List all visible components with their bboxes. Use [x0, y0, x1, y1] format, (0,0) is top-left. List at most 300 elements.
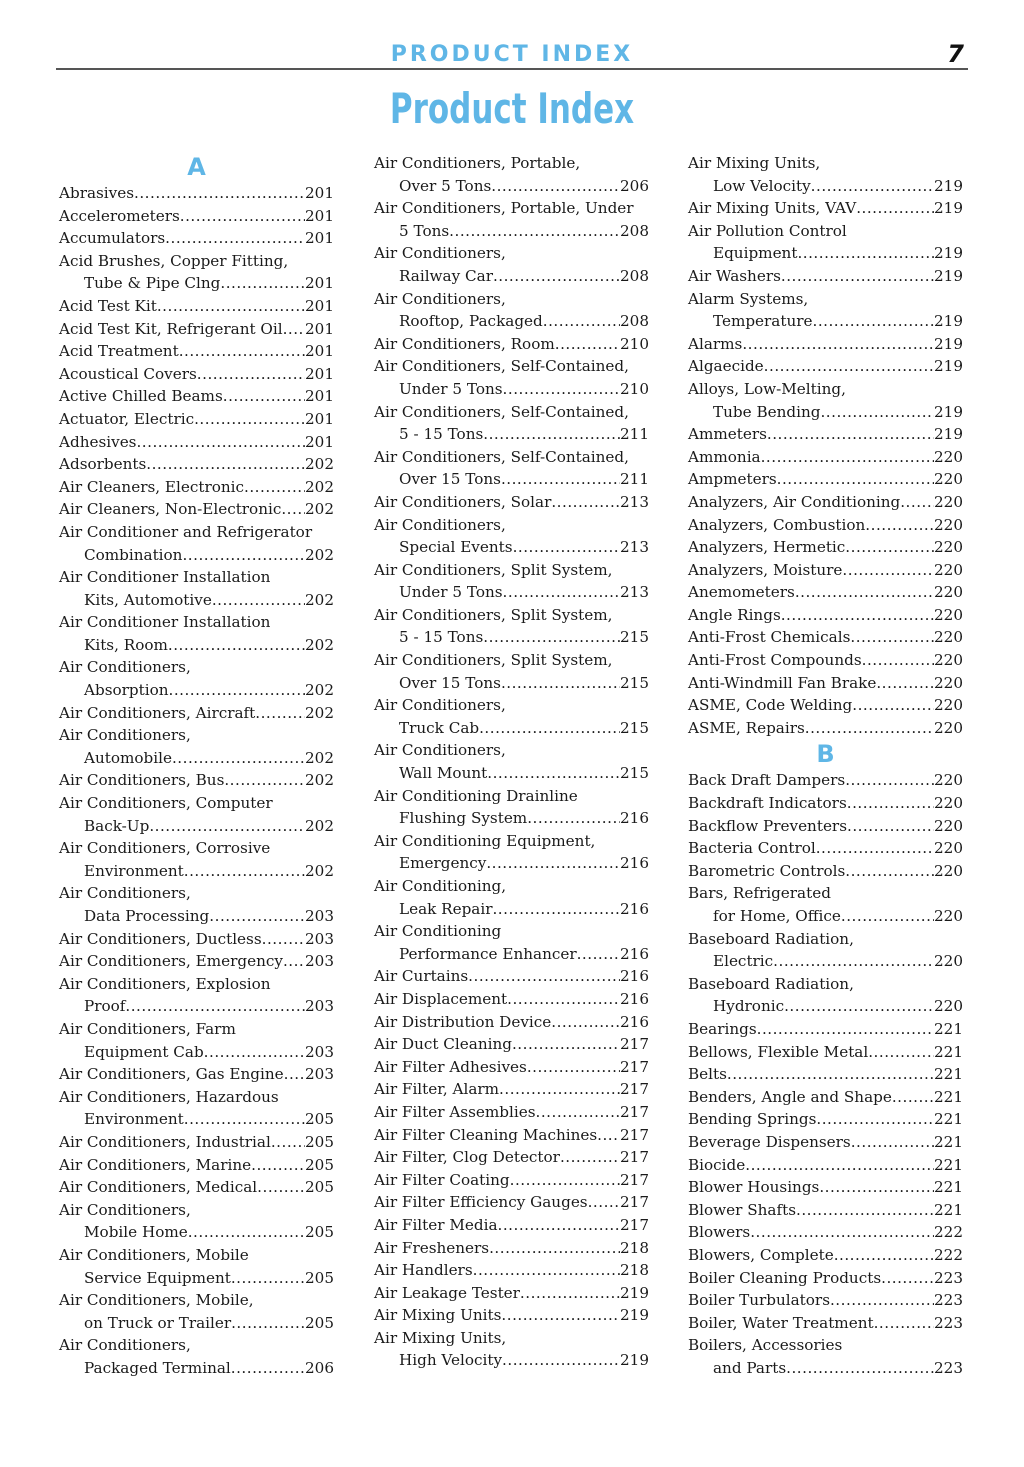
- page-ref: 219: [620, 1306, 649, 1325]
- page-ref: 220: [934, 794, 963, 813]
- index-entry: [374, 1169, 649, 1192]
- page-ref: 216: [620, 854, 649, 873]
- entry-name: Air Conditioning,: [374, 877, 507, 895]
- dot-leader: [257, 1176, 305, 1199]
- entry-name: Air Filter Coating: [374, 1170, 510, 1189]
- entry-name: Actuator, Electric: [59, 409, 195, 428]
- index-entry: [59, 928, 334, 951]
- page-ref: 220: [934, 696, 963, 715]
- dot-leader: [503, 581, 620, 604]
- dot-leader: [157, 295, 305, 318]
- page-ref: 210: [620, 334, 649, 353]
- entry-name: Air Conditioners, Aircraft: [59, 703, 256, 722]
- entry-name-continued: Under 5 Tons: [399, 583, 503, 602]
- entry-name: Air Conditioners,: [59, 884, 191, 903]
- entry-name-continued: and Parts: [713, 1358, 787, 1377]
- index-entry: [374, 1214, 649, 1237]
- index-entry: [688, 604, 963, 627]
- entry-name: Air Distribution Device: [374, 1012, 552, 1031]
- dot-leader: [220, 272, 305, 295]
- page-ref: 216: [620, 1012, 649, 1031]
- entry-name: Bearings: [688, 1019, 757, 1038]
- dot-leader: [784, 995, 934, 1018]
- dot-leader: [874, 1312, 934, 1335]
- index-entry: [59, 1018, 334, 1063]
- dot-leader: [764, 355, 934, 378]
- index-entry: [688, 973, 963, 1018]
- entry-name: Air Conditioner Installation: [59, 568, 271, 587]
- index-entry: [688, 672, 963, 695]
- index-entry: [374, 401, 649, 446]
- page-ref: 221: [934, 1178, 963, 1197]
- page-ref: 213: [620, 538, 649, 557]
- entry-name: Alarm Systems,: [688, 289, 809, 308]
- page-ref: 220: [934, 492, 963, 511]
- page-ref: 203: [305, 952, 334, 971]
- page-ref: 203: [305, 997, 334, 1016]
- entry-name: Blowers: [688, 1223, 751, 1242]
- page-ref: 201: [305, 432, 334, 451]
- dot-leader: [223, 385, 305, 408]
- index-entry: [59, 227, 334, 250]
- page-ref: 202: [305, 703, 334, 722]
- index-entry: [59, 1131, 334, 1154]
- page-ref: 217: [620, 1215, 649, 1234]
- page-ref: 221: [934, 1155, 963, 1174]
- index-entry: [374, 514, 649, 559]
- entry-name-continued: Back-Up: [84, 816, 150, 835]
- index-entry: [688, 581, 963, 604]
- entry-name-continued: Kits, Automotive: [84, 590, 212, 609]
- page-ref: 220: [934, 673, 963, 692]
- entry-name: Anemometers: [688, 583, 795, 602]
- page-ref: 201: [305, 206, 334, 225]
- entry-name: Benders, Angle and Shape: [688, 1087, 892, 1106]
- entry-name: Air Leakage Tester: [374, 1283, 520, 1302]
- entry-name: Analyzers, Moisture: [688, 560, 843, 579]
- entry-name: Backflow Preventers: [688, 816, 847, 835]
- dot-leader: [244, 476, 305, 499]
- entry-name: Boiler Cleaning Products: [688, 1268, 882, 1287]
- page-ref: 219: [934, 334, 963, 353]
- entry-name: Blower Shafts: [688, 1200, 796, 1219]
- entry-name: Air Filter Cleaning Machines: [374, 1125, 598, 1144]
- page-ref: 215: [620, 673, 649, 692]
- index-entry: [688, 792, 963, 815]
- entry-name: Analyzers, Combustion: [688, 515, 866, 534]
- index-entry: [374, 875, 649, 920]
- index-entry: [374, 1101, 649, 1124]
- dot-leader: [489, 1237, 620, 1260]
- dot-leader: [900, 491, 934, 514]
- dot-leader: [125, 995, 305, 1018]
- index-entry: [374, 1146, 649, 1169]
- entry-name-continued: Truck Cab: [399, 718, 480, 737]
- index-entry: [688, 1312, 963, 1335]
- index-entry: [59, 1154, 334, 1177]
- entry-name: Air Conditioning: [374, 922, 502, 941]
- index-entry: [59, 1244, 334, 1289]
- dot-leader: [168, 634, 305, 657]
- dot-leader: [487, 762, 620, 785]
- page-ref: 205: [305, 1313, 334, 1332]
- page-ref: 223: [934, 1358, 963, 1377]
- entry-name: Algaecide: [688, 357, 764, 376]
- entry-name: Boiler Turbulators: [688, 1291, 830, 1310]
- dot-leader: [805, 717, 934, 740]
- entry-name: Air Conditioners,: [59, 658, 191, 677]
- page-ref: 220: [934, 718, 963, 737]
- dot-leader: [283, 950, 305, 973]
- index-entry: [59, 521, 334, 566]
- dot-leader: [856, 197, 934, 220]
- dot-leader: [486, 852, 620, 875]
- page-ref: 216: [620, 989, 649, 1008]
- index-entry: [59, 1199, 334, 1244]
- page-ref: 216: [620, 967, 649, 986]
- page-ref: 220: [934, 839, 963, 858]
- index-entry: [374, 694, 649, 739]
- dot-leader: [543, 310, 620, 333]
- entry-name-continued: Tube Bending: [713, 402, 821, 421]
- entry-name: Air Conditioners,: [374, 289, 506, 308]
- entry-name: Air Conditioners, Farm: [59, 1019, 236, 1038]
- index-entry: [374, 333, 649, 356]
- entry-name-continued: 5 Tons: [399, 221, 450, 240]
- index-entry: [688, 1154, 963, 1177]
- entry-name: Air Cleaners, Non-Electronic: [59, 500, 282, 519]
- dot-leader: [597, 1124, 620, 1147]
- index-entry: [688, 1018, 963, 1041]
- index-entry: [374, 920, 649, 965]
- index-entry: [688, 491, 963, 514]
- index-entry: [688, 1131, 963, 1154]
- page-ref: 201: [305, 274, 334, 293]
- entry-name: Air Conditioning Drainline: [374, 786, 578, 805]
- entry-name: Air Conditioners,: [374, 515, 506, 534]
- index-entry: [374, 1124, 649, 1147]
- entry-name-continued: Absorption: [84, 681, 169, 700]
- entry-name: ASME, Repairs: [688, 718, 805, 737]
- entry-name: Alarms: [688, 334, 743, 353]
- index-entry: [688, 288, 963, 333]
- entry-name: Analyzers, Air Conditioning: [688, 492, 901, 511]
- dot-leader: [852, 694, 934, 717]
- page-ref: 202: [305, 545, 334, 564]
- page-ref: 203: [305, 1042, 334, 1061]
- dot-leader: [134, 182, 305, 205]
- entry-name-continued: Proof: [84, 997, 126, 1016]
- entry-name: Active Chilled Beams: [59, 387, 223, 406]
- index-entry: [374, 1191, 649, 1214]
- index-entry: [688, 468, 963, 491]
- entry-name: Air Mixing Units, VAV: [688, 199, 857, 218]
- entry-name-continued: Data Processing: [84, 907, 210, 925]
- index-entry: [688, 882, 963, 927]
- index-entry: [59, 1176, 334, 1199]
- dot-leader: [473, 1259, 620, 1282]
- dot-leader: [555, 333, 620, 356]
- page-ref: 218: [620, 1261, 649, 1280]
- page-ref: 220: [934, 560, 963, 579]
- dot-leader: [281, 498, 305, 521]
- index-entry: [374, 1237, 649, 1260]
- entry-name-continued: Flushing System: [399, 809, 528, 828]
- dot-leader: [491, 175, 620, 198]
- index-entry: [374, 604, 649, 649]
- dot-leader: [868, 1041, 934, 1064]
- page-ref: 210: [620, 379, 649, 398]
- entry-name-continued: 5 - 15 Tons: [399, 425, 484, 444]
- page-ref: 220: [934, 470, 963, 489]
- entry-name-continued: Packaged Terminal: [84, 1358, 231, 1377]
- dot-leader: [816, 1108, 934, 1131]
- index-entry: [59, 769, 334, 792]
- page-ref: 220: [934, 952, 963, 971]
- dot-leader: [847, 792, 934, 815]
- dot-leader: [777, 468, 934, 491]
- page-ref: 202: [305, 771, 334, 790]
- entry-name: Ampmeters: [688, 470, 777, 489]
- dot-leader: [892, 1086, 934, 1109]
- index-entry: [688, 1221, 963, 1244]
- entry-name: Beverage Dispensers: [688, 1132, 851, 1151]
- index-entry: [688, 837, 963, 860]
- dot-leader: [255, 702, 305, 725]
- dot-leader: [786, 1357, 934, 1380]
- entry-name: Air Mixing Units: [374, 1306, 502, 1325]
- dot-leader: [773, 950, 934, 973]
- entry-name: Air Mixing Units,: [374, 1328, 507, 1347]
- index-entry: [374, 785, 649, 830]
- index-entry: [688, 220, 963, 265]
- index-entry: [59, 363, 334, 386]
- dot-leader: [750, 1221, 934, 1244]
- page-ref: 219: [934, 244, 963, 263]
- entry-name: Air Conditioners,: [374, 244, 506, 263]
- dot-leader: [209, 905, 305, 928]
- entry-name: Air Washers: [688, 266, 781, 285]
- page-number: 7: [947, 40, 964, 68]
- index-entry: [59, 882, 334, 927]
- entry-name: Boilers, Accessories: [688, 1336, 843, 1355]
- page-ref: 220: [934, 538, 963, 557]
- entry-name-continued: Wall Mount: [399, 764, 488, 783]
- dot-leader: [136, 431, 305, 454]
- page-ref: 219: [620, 1283, 649, 1302]
- page-ref: 217: [620, 1102, 649, 1121]
- dot-leader: [781, 265, 934, 288]
- index-entry: [688, 928, 963, 973]
- entry-name: Biocide: [688, 1155, 746, 1174]
- page-ref: 221: [934, 1087, 963, 1106]
- entry-name: Analyzers, Hermetic: [688, 538, 846, 557]
- index-entry: [374, 355, 649, 400]
- header-divider: [56, 68, 968, 70]
- dot-leader: [262, 928, 305, 951]
- entry-name: Air Conditioners, Corrosive: [59, 839, 271, 858]
- page-ref: 202: [305, 816, 334, 835]
- section-letter: A: [187, 153, 206, 181]
- dot-leader: [182, 544, 305, 567]
- dot-leader: [146, 453, 305, 476]
- dot-leader: [502, 1349, 620, 1372]
- dot-leader: [757, 1018, 934, 1041]
- page-ref: 201: [305, 184, 334, 202]
- index-entry: [59, 1063, 334, 1086]
- dot-leader: [795, 581, 934, 604]
- entry-name: Abrasives: [59, 184, 135, 202]
- page-ref: 205: [305, 1132, 334, 1151]
- page-ref: 202: [305, 861, 334, 880]
- index-entry: [374, 197, 649, 242]
- index-entry: [688, 694, 963, 717]
- entry-name-continued: for Home, Office: [713, 907, 841, 925]
- entry-name: Bellows, Flexible Metal: [688, 1042, 869, 1061]
- entry-name: Air Filter, Clog Detector: [374, 1148, 560, 1167]
- entry-name-continued: Under 5 Tons: [399, 379, 503, 398]
- index-entry: [59, 431, 334, 454]
- index-entry: [688, 649, 963, 672]
- dot-leader: [847, 815, 934, 838]
- index-entry: [59, 205, 334, 228]
- index-entry: [374, 1056, 649, 1079]
- index-entry: [59, 656, 334, 701]
- entry-name-continued: Over 15 Tons: [399, 470, 501, 489]
- entry-name-continued: Service Equipment: [84, 1268, 231, 1287]
- entry-name-continued: Over 5 Tons: [399, 176, 492, 195]
- index-entry: [374, 988, 649, 1011]
- dot-leader: [231, 1357, 305, 1380]
- page-ref: 217: [620, 1057, 649, 1076]
- page-ref: 208: [620, 312, 649, 331]
- page-ref: 202: [305, 590, 334, 609]
- dot-leader: [483, 423, 620, 446]
- dot-leader: [499, 1078, 620, 1101]
- page-ref: 217: [620, 1193, 649, 1212]
- index-entry: [374, 649, 649, 694]
- index-entry: [59, 566, 334, 611]
- page-ref: 220: [934, 771, 963, 790]
- dot-leader: [184, 1108, 305, 1131]
- index-entry: [688, 559, 963, 582]
- index-entry: [374, 288, 649, 333]
- dot-leader: [551, 491, 620, 514]
- index-entry: [688, 333, 963, 356]
- dot-leader: [845, 769, 934, 792]
- dot-leader: [449, 220, 620, 243]
- index-entry: [59, 182, 334, 205]
- page-ref: 222: [934, 1223, 963, 1242]
- entry-name: Air Conditioners, Self-Contained,: [374, 447, 629, 466]
- dot-leader: [271, 1131, 305, 1154]
- page-ref: 221: [934, 1110, 963, 1129]
- page-ref: 222: [934, 1245, 963, 1264]
- index-entry: [688, 1334, 963, 1379]
- entry-name: Baseboard Radiation,: [688, 929, 854, 948]
- page-header: [56, 40, 968, 70]
- dot-leader: [283, 318, 305, 341]
- entry-name: Air Duct Cleaning: [374, 1035, 512, 1054]
- entry-name: Air Conditioners, Portable,: [374, 154, 581, 172]
- dot-leader: [745, 1154, 934, 1177]
- entry-name: Baseboard Radiation,: [688, 974, 854, 993]
- dot-leader: [819, 1176, 934, 1199]
- dot-leader: [498, 1214, 620, 1237]
- page-ref: 216: [620, 944, 649, 963]
- page-ref: 205: [305, 1223, 334, 1242]
- dot-leader: [503, 378, 620, 401]
- page-ref: 216: [620, 809, 649, 828]
- index-column-2: [374, 152, 649, 1372]
- entry-name: Acid Treatment: [59, 342, 179, 361]
- index-entry: [59, 973, 334, 1018]
- page-ref: 202: [305, 500, 334, 519]
- entry-name-continued: Railway Car: [399, 266, 493, 285]
- entry-name: Air Conditioning Equipment,: [374, 831, 596, 850]
- dot-leader: [865, 514, 934, 537]
- dot-leader: [212, 589, 305, 612]
- dot-leader: [727, 1063, 934, 1086]
- index-entry: [688, 860, 963, 883]
- dot-leader: [588, 1191, 620, 1214]
- entry-name-continued: Tube & Pipe Clng: [84, 274, 221, 293]
- page-ref: 213: [620, 492, 649, 511]
- dot-leader: [834, 1244, 934, 1267]
- dot-leader: [842, 559, 934, 582]
- dot-leader: [501, 468, 620, 491]
- dot-leader: [797, 242, 934, 265]
- index-entry: [374, 242, 649, 287]
- page-ref: 217: [620, 1125, 649, 1144]
- entry-name: Air Curtains: [374, 967, 469, 986]
- page-ref: 211: [620, 470, 649, 489]
- page-ref: 205: [305, 1110, 334, 1129]
- page-ref: 202: [305, 455, 334, 474]
- page-ref: 221: [934, 1200, 963, 1219]
- page-ref: 205: [305, 1268, 334, 1287]
- dot-leader: [501, 1304, 620, 1327]
- index-entry: [374, 1011, 649, 1034]
- dot-leader: [165, 227, 305, 250]
- entry-name-continued: Automobile: [84, 748, 172, 767]
- page-ref: 201: [305, 319, 334, 338]
- entry-name: Back Draft Dampers: [688, 771, 846, 790]
- index-entry: [688, 717, 963, 740]
- dot-leader: [796, 1199, 934, 1222]
- dot-leader: [251, 1154, 305, 1177]
- entry-name: Belts: [688, 1065, 727, 1084]
- index-entry: [688, 1063, 963, 1086]
- page-ref: 203: [305, 929, 334, 948]
- entry-name-continued: High Velocity: [399, 1351, 503, 1370]
- page-ref: 206: [620, 176, 649, 195]
- dot-leader: [527, 1056, 620, 1079]
- entry-name: Air Conditioner Installation: [59, 613, 271, 632]
- index-column-1: [59, 152, 334, 1379]
- dot-leader: [492, 898, 620, 921]
- page-ref: 217: [620, 1080, 649, 1099]
- index-entry: [688, 536, 963, 559]
- page-ref: 211: [620, 425, 649, 444]
- page-ref: 220: [934, 583, 963, 602]
- entry-name: Air Conditioners, Mobile,: [59, 1291, 254, 1310]
- dot-leader: [468, 965, 620, 988]
- dot-leader: [479, 717, 620, 740]
- entry-name: Air Conditioners, Medical: [59, 1178, 258, 1197]
- entry-name: Bending Springs: [688, 1110, 817, 1129]
- dot-leader: [551, 1011, 620, 1034]
